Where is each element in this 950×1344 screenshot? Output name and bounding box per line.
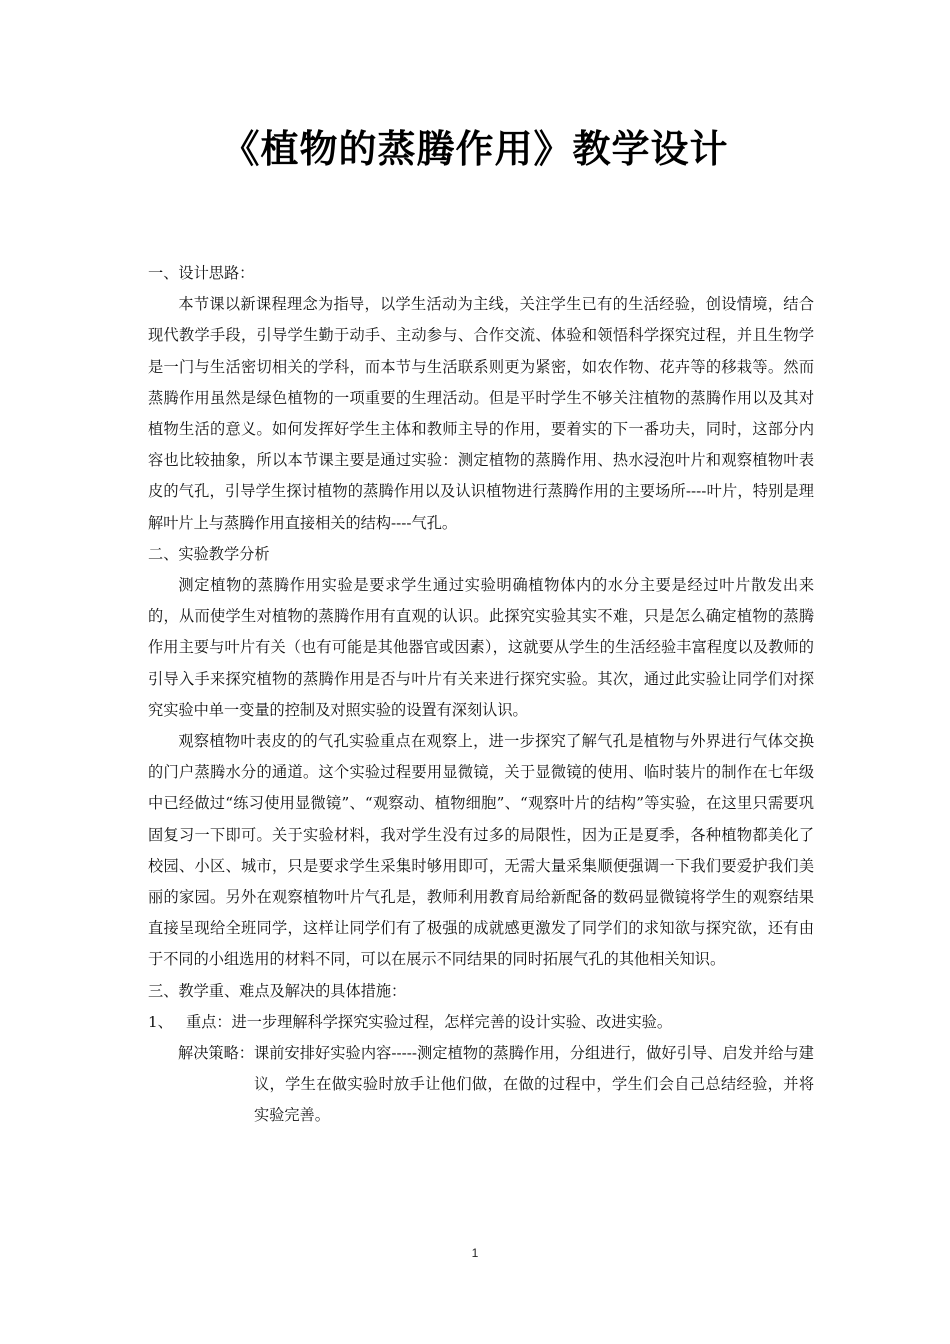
list-item-number: 1、 xyxy=(148,1012,173,1031)
document-title: 《植物的蒸腾作用》教学设计 xyxy=(221,127,729,171)
strategy-block xyxy=(148,1038,814,1132)
section-1-paragraph: 本节课以新课程理念为指导，以学生活动为主线，关注学生已有的生活经验，创设情境，结合现代教学手段，引导学生勤于动手、主动参与、合作交流、体验和领悟科学探究过程，并且生物学是一门与生活密切相关的学科，而本节与生活联系则更为紧密，如农作物、花卉等的移栽等。然而蒸腾作用虽然是绿色植物的一项重要的生理活动。但是平时学生不够关注植物的蒸腾作用以及其对植物生活的意义。如何发挥好学生主体和教师主导的作用，要着实的下一番功夫，同时，这部分内容也比较抽象，所以本节课主要是通过实验：测定植物的蒸腾作用、热水浸泡叶片和观察植物叶表皮的气孔，引导学生探讨植物的蒸腾作用以及认识植物进行蒸腾作用的主要场所----叶片，特别是理解叶片上与蒸腾作用直接相关的结构----气孔。 xyxy=(148,295,814,532)
section-2-heading: 二、实验教学分析 xyxy=(148,544,270,563)
section-2-paragraph-1: 测定植物的蒸腾作用实验是要求学生通过实验明确植物体内的水分主要是经过叶片散发出来的，从而使学生对植物的蒸腾作用有直观的认识。此探究实验其实不难，只是怎么确定植物的蒸腾作用主要与叶片有关（也有可能是其他器官或因素），这就要从学生的生活经验丰富程度以及教师的引导入手来探究植物的蒸腾作用是否与叶片有关来进行探究实验。其次，通过此实验让同学们对探究实验中单一变量的控制及对照实验的设置有深刻认识。 xyxy=(148,576,814,719)
section-3-heading: 三、教学重、难点及解决的具体措施： xyxy=(148,981,407,1000)
section-2-paragraph-2: 观察植物叶表皮的的气孔实验重点在观察上，进一步探究了解气孔是植物与外界进行气体交换的门户蒸腾水分的通道。这个实验过程要用显微镜，关于显微镜的使用、临时装片的制作在七年级中已经做过“练习使用显微镜”、“观察动、植物细胞”、“观察叶片的结构”等实验，在这里只需要巩固复习一下即可。关于实验材料，我对学生没有过多的局限性，因为正是夏季，各种植物都美化了校园、小区、城市，只是要求学生采集时够用即可，无需大量采集顺便强调一下我们要爱护我们美丽的家园。另外在观察植物叶片气孔是，教师利用教育局给新配备的数码显微镜将学生的观察结果直接呈现给全班同学，这样让同学们有了极强的成就感更激发了同学们的求知欲与探究欲，还有由于不同的小组选用的材料不同，可以在展示不同结果的同时拓展气孔的其他相关知识。 xyxy=(148,732,814,969)
document-body xyxy=(148,258,814,1132)
section-1-heading: 一、设计思路： xyxy=(148,264,255,282)
list-item-1 xyxy=(148,1007,814,1038)
list-item-text: 重点：进一步理解科学探究实验过程，怎样完善的设计实验、改进实验。 xyxy=(186,1012,672,1031)
strategy-text: 课前安排好实验内容-----测定植物的蒸腾作用，分组进行，做好引导、启发并给与建议，学生在做实验时放手让他们做，在做的过程中，学生们会自己总结经验，并将实验完善。 xyxy=(253,1044,814,1125)
strategy-label: 解决策略： xyxy=(178,1044,254,1063)
page-number: 1 xyxy=(471,1246,479,1260)
